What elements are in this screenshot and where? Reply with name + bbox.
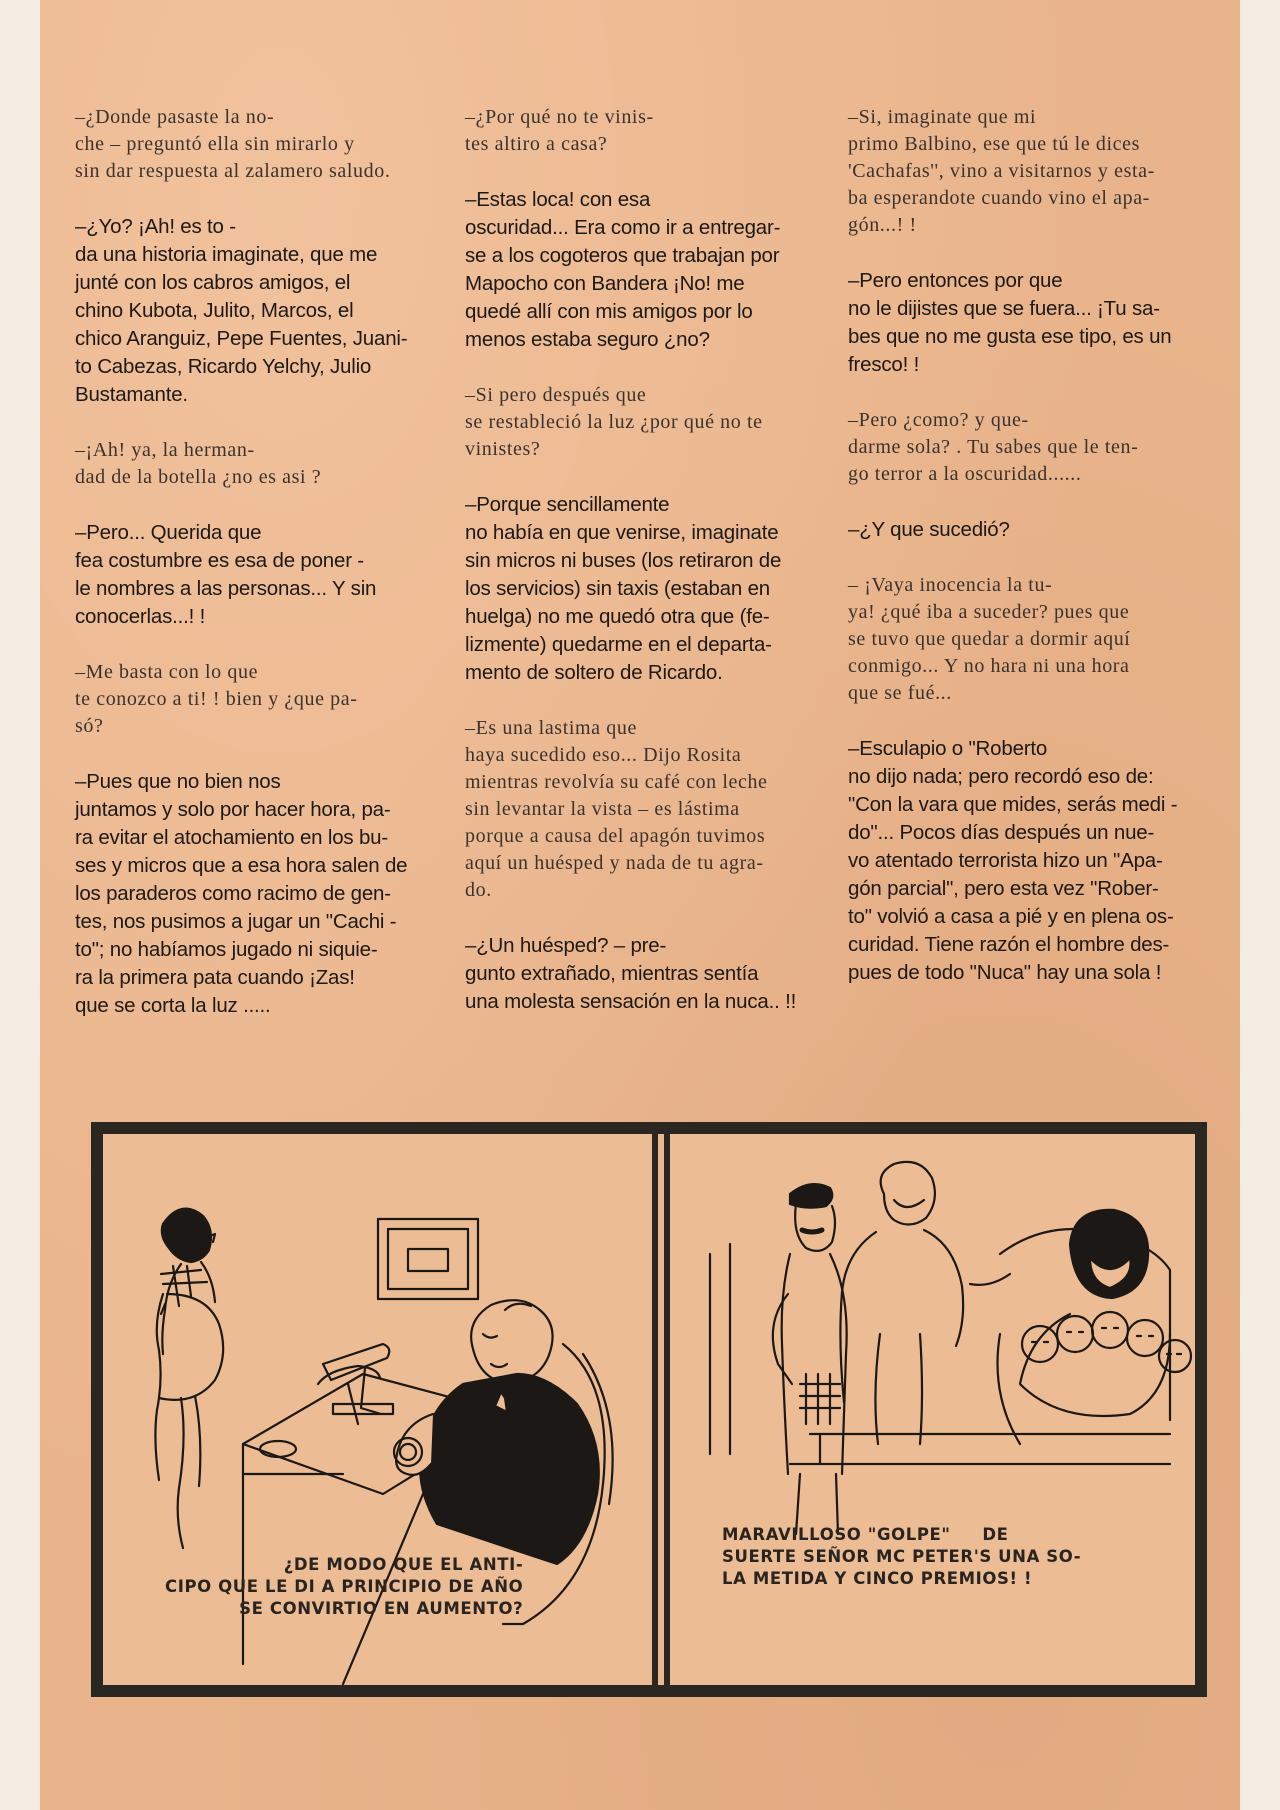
article-paragraph: –¿Yo? ¡Ah! es to - da una historia imaginate, que me junté con los cabros amigos, el chino Kubota, Julito, Marcos, el chico Aranguiz, Pepe Fuentes, Juani- to Cabezas, Ricardo Yelchy, Julio Bustamante.: [75, 215, 408, 406]
cartoon-panel-hospital: [664, 1134, 1195, 1685]
article-paragraph: – ¡Vaya inocencia la tu- ya! ¿qué iba a suceder? pues que se tuvo que quedar a dormir aquí conmigo... Y no hara ni una hora que se fué...: [848, 574, 1131, 704]
article-paragraph: –Porque sencillamente no había en que venirse, imaginate sin micros ni buses (los retiraron de los servicios) sin taxis (estaban en huelga) no me quedó otra que (fe- lizmente) quedarme en el departa- mento de soltero de Ricardo.: [465, 493, 782, 684]
cartoon-caption-left: ¿DE MODO QUE EL ANTI- CIPO QUE LE DI A PRINCIPIO DE AÑO SE CONVIRTIO EN AUMENTO?: [165, 1555, 524, 1618]
article-paragraph: –¿Por qué no te vinis- tes altiro a casa?: [465, 106, 654, 155]
article-paragraph: –Si, imaginate que mi primo Balbino, ese que tú le dices 'Cachafas'', vino a visitarnos y esta- ba esperandote cuando vino el apa- gón...! !: [848, 106, 1155, 236]
article-paragraph: –Esculapio o "Roberto no dijo nada; pero recordó eso de: "Con la vara que mides, serás medi - do"... Pocos días después un nue- vo atentado terrorista hizo un "Apa- gón parcial", pero esta vez "Rober- to" volvió a casa a pié y en plena os- curidad. Tiene razón el hombre des- pues de todo "Nuca" hay una sola !: [848, 737, 1178, 984]
article-paragraph: –¿Un huésped? – pre- gunto extrañado, mientras sentía una molesta sensación en la nuca.. !!: [465, 934, 797, 1013]
cartoon-caption-right: MARAVILLOSO "GOLPE" DE SUERTE SEÑOR MC PETER'S UNA SO- LA METIDA Y CINCO PREMIOS! !: [722, 1525, 1082, 1588]
article-paragraph: –Es una lastima que haya sucedido eso... Dijo Rosita mientras revolvía su café con leche sin levantar la vista – es lástima porque a causa del apagón tuvimos aquí un huésped y nada de tu agra- do.: [465, 717, 768, 901]
article-paragraph: –Pero... Querida que fea costumbre es esa de poner - le nombres a las personas... Y sin conocerlas...! !: [75, 521, 377, 628]
article-paragraph: –Me basta con lo que te conozco a ti! ! bien y ¿que pa- só?: [75, 661, 358, 737]
cartoon-strip: [91, 1122, 1207, 1697]
article-paragraph: –¡Ah! ya, la herman- dad de la botella ¿no es asi ?: [75, 439, 322, 488]
article-column-1: [75, 104, 443, 1048]
article-column-2: [465, 104, 833, 1044]
article-paragraph: –¿Y que sucedió?: [848, 518, 1010, 541]
cartoon-hospital-illustration: [670, 1134, 1213, 1685]
article-paragraph: –Pero ¿como? y que- darme sola? . Tu sabes que le ten- go terror a la oscuridad......: [848, 409, 1139, 485]
article-paragraph: –¿Donde pasaste la no- che – preguntó ella sin mirarlo y sin dar respuesta al zalamero saludo.: [75, 106, 391, 182]
cartoon-panel-office: [103, 1134, 658, 1685]
article-paragraph: –Estas loca! con esa oscuridad... Era como ir a entregar- se a los cogoteros que trabajan por Mapocho con Bandera ¡No! me quedé allí con mis amigos por lo menos estaba seguro ¿no?: [465, 188, 781, 351]
magazine-page: [40, 0, 1240, 1810]
article-column-3: [848, 104, 1216, 1015]
article-paragraph: –Si pero después que se restableció la luz ¿por qué no te vinistes?: [465, 384, 763, 460]
article-paragraph: –Pero entonces por que no le dijistes que se fuera... ¡Tu sa- bes que no me gusta ese tipo, es un fresco! !: [848, 269, 1172, 376]
article-paragraph: –Pues que no bien nos juntamos y solo por hacer hora, pa- ra evitar el atochamiento en los bu- ses y micros que a esa hora salen de los paraderos como racimo de gen- tes, nos pusimos a jugar un "Cachi - to"; no habíamos jugado ni siquie- ra la primera pata cuando ¡Zas! que se corta la luz .....: [75, 770, 408, 1017]
